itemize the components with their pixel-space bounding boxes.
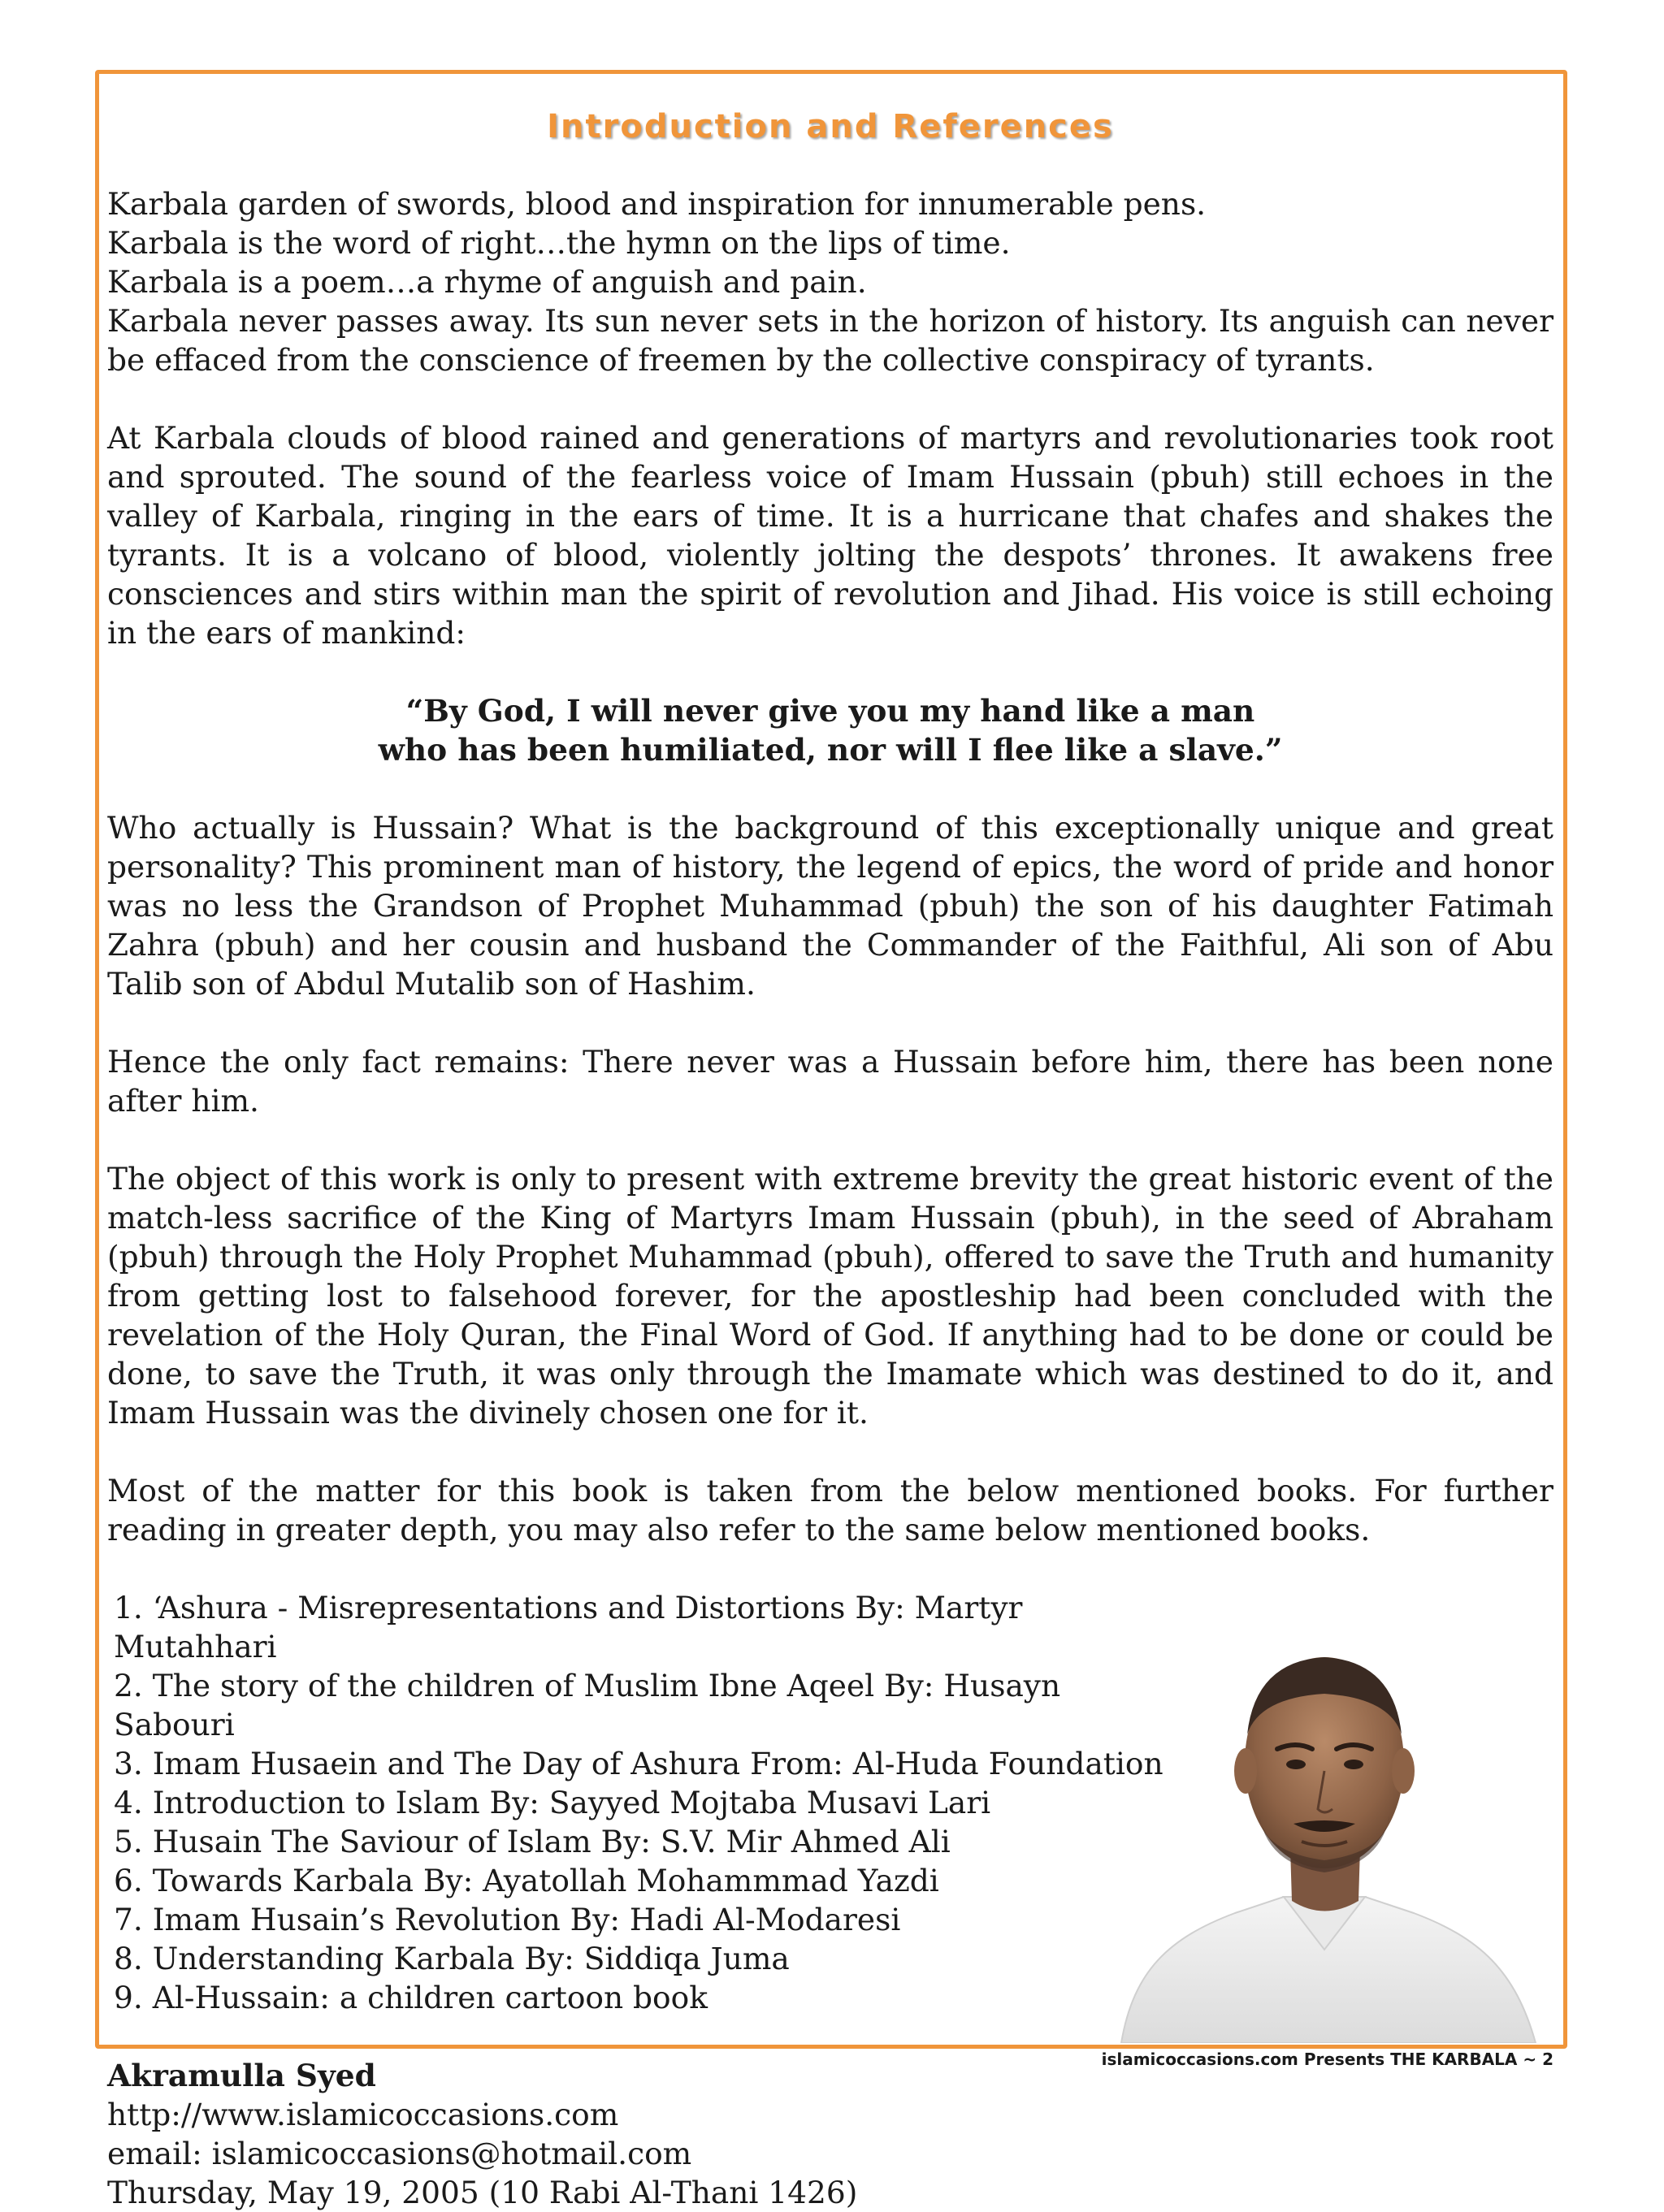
- intro-line: Karbala is a poem…a rhyme of anguish and pain.: [107, 264, 867, 300]
- reference-item: 4. Introduction to Islam By: Sayyed Mojtaba Musavi Lari: [114, 1785, 991, 1820]
- reference-item: 2. The story of the children of Muslim Ibne Aqeel By: Husayn Sabouri: [114, 1668, 1061, 1742]
- signature-date: Thursday, May 19, 2005 (10 Rabi Al-Thani 1426): [107, 2175, 858, 2210]
- reference-item: 3. Imam Husaein and The Day of Ashura From: Al-Huda Foundation: [114, 1746, 1164, 1781]
- intro-line: Karbala is the word of right…the hymn on the lips of time.: [107, 225, 1011, 261]
- intro-lines: [107, 184, 1554, 379]
- reference-item: 9. Al-Hussain: a children cartoon book: [114, 1980, 708, 2015]
- page-title: Introduction and References: [547, 108, 1114, 145]
- quote-block: [107, 691, 1554, 769]
- author-email: email: islamicoccasions@hotmail.com: [107, 2136, 692, 2171]
- author-name: Akramulla Syed: [107, 2058, 376, 2093]
- page-footer: islamicoccasions.com Presents THE KARBALA ~ 2: [1101, 2050, 1554, 2069]
- signature-block: [107, 2056, 1042, 2212]
- quote-line: “By God, I will never give you my hand like a man: [405, 693, 1255, 729]
- paragraph-object: The object of this work is only to present with extreme brevity the great historic event of the match-less sacrifice of the King of Martyrs Imam Hussain (pbuh), in the seed of Abraham (pbuh) through the Holy Prophet Muhammad (pbuh), offered to save the Truth and humanity from getting lost to falsehood forever, for the apostleship had been concluded with the revelation of the Holy Quran, the Final Word of God. If anything had to be done or could be done, to save the Truth, it was only through the Imamate which was destined to do it, and Imam Hussain was the divinely chosen one for it.: [107, 1161, 1554, 1431]
- quote-line: who has been humiliated, nor will I flee like a slave.”: [378, 732, 1283, 768]
- paragraph-martyrs: At Karbala clouds of blood rained and generations of martyrs and revolutionaries took root and sprouted. The sound of the fearless voice of Imam Hussain (pbuh) still echoes in the valley of Karbala, ringing in the ears of time. It is a hurricane that chafes and shakes the tyrants. It is a volcano of blood, violently jolting the despots’ thrones. It awakens free consciences and stirs within man the spirit of revolution and Jihad. His voice is still echoing in the ears of mankind:: [107, 420, 1554, 651]
- author-website: http://www.islamicoccasions.com: [107, 2097, 619, 2132]
- reference-item: 6. Towards Karbala By: Ayatollah Mohammmad Yazdi: [114, 1863, 939, 1898]
- reference-item: 7. Imam Husain’s Revolution By: Hadi Al-Modaresi: [114, 1902, 901, 1937]
- paragraph-who-is-hussain: Who actually is Hussain? What is the background of this exceptionally unique and great personality? This prominent man of history, the legend of epics, the word of pride and honor was no less the Grandson of Prophet Muhammad (pbuh) the son of his daughter Fatimah Zahra (pbuh) and her cousin and husband the Commander of the Faithful, Ali son of Abu Talib son of Abdul Mutalib son of Hashim.: [107, 810, 1554, 1002]
- reference-item: 8. Understanding Karbala By: Siddiqa Juma: [114, 1941, 790, 1976]
- paragraph-fact: Hence the only fact remains: There never was a Hussain before him, there has been none after him.: [107, 1044, 1554, 1119]
- author-photo: [1097, 1629, 1552, 2043]
- reference-item: 5. Husain The Saviour of Islam By: S.V. Mir Ahmed Ali: [114, 1824, 951, 1859]
- paragraph-sources: Most of the matter for this book is taken from the below mentioned books. For further reading in greater depth, you may also refer to the same below mentioned books.: [107, 1473, 1554, 1548]
- reference-list: [107, 1588, 1170, 2017]
- intro-line: Karbala garden of swords, blood and inspiration for innumerable pens.: [107, 186, 1207, 222]
- intro-line: Karbala never passes away. Its sun never sets in the horizon of history. Its anguish can never be effaced from the conscience of freemen by the collective conspiracy of tyrants.: [107, 303, 1554, 378]
- reference-item: 1. ‘Ashura - Misrepresentations and Distortions By: Martyr Mutahhari: [114, 1590, 1023, 1664]
